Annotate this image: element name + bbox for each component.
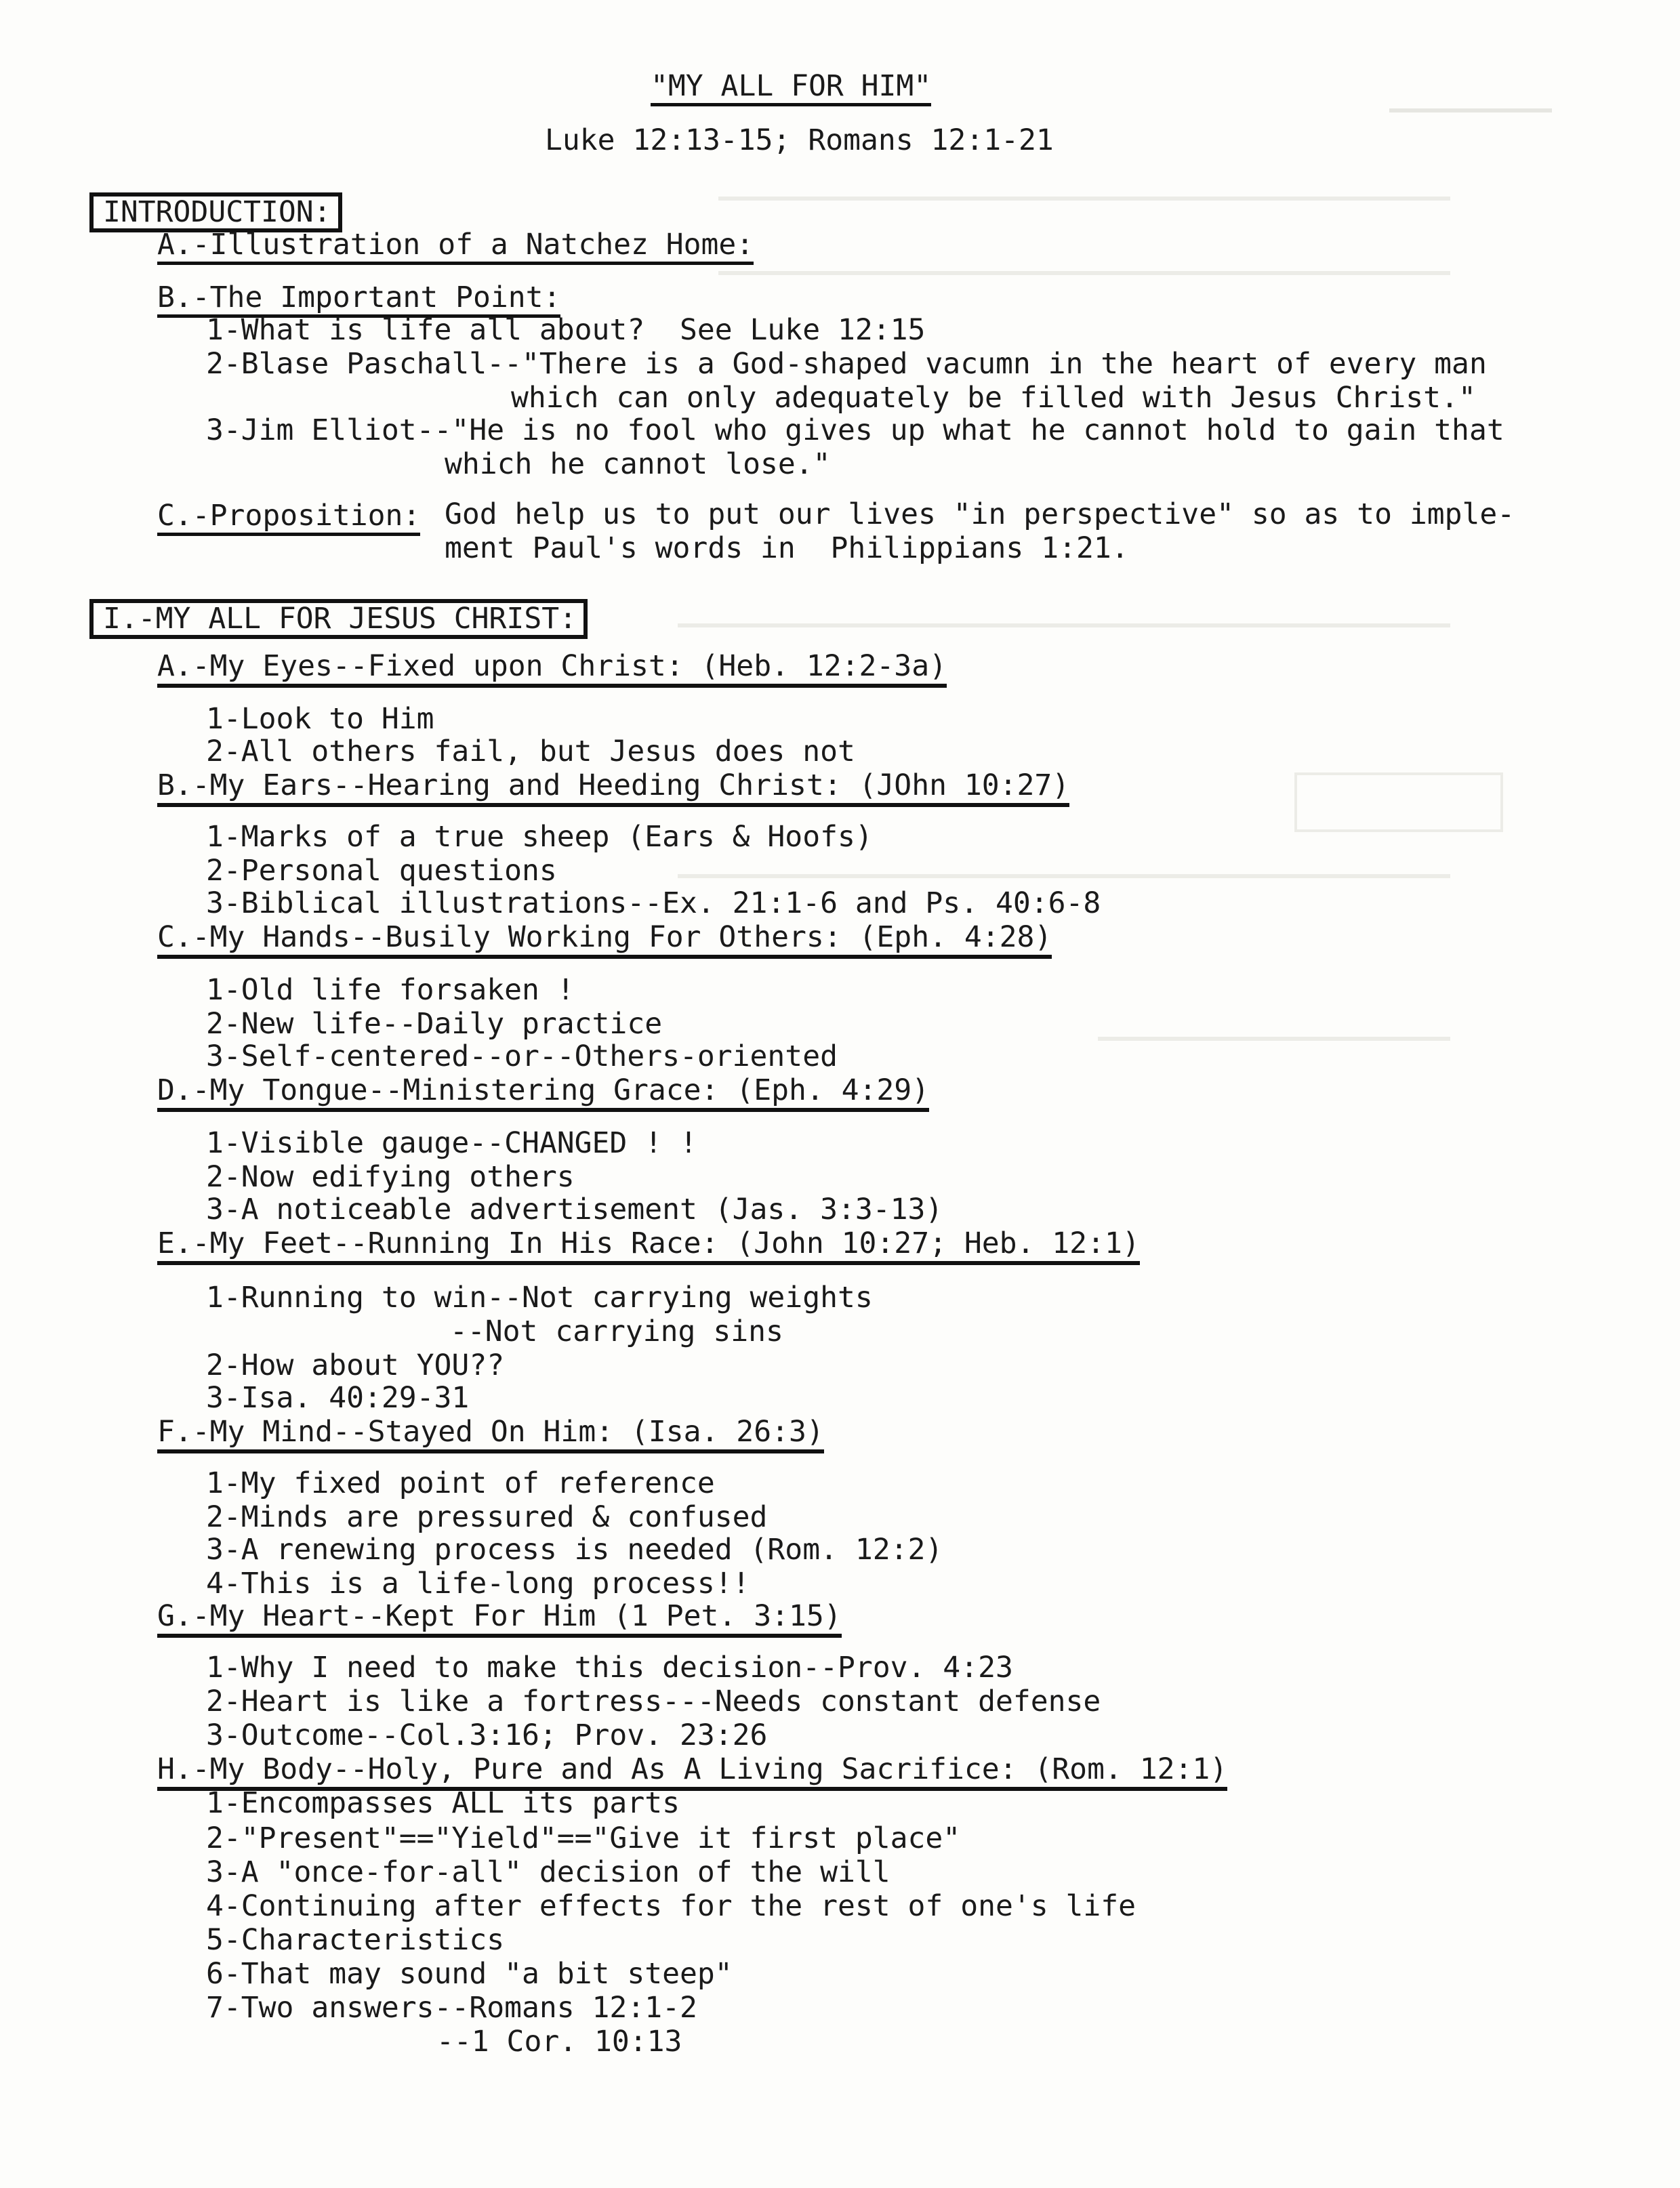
subpoint: 1-Marks of a true sheep (Ears & Hoofs) xyxy=(206,820,873,854)
subpoint: 4-This is a life-long process!! xyxy=(206,1567,750,1601)
subpoint: 7-Two answers--Romans 12:1-2 xyxy=(206,1991,697,2025)
subpoint: 6-That may sound "a bit steep" xyxy=(206,1957,733,1991)
subpoint: 3-A noticeable advertisement (Jas. 3:3-13) xyxy=(206,1193,943,1226)
subpoint: 4-Continuing after effects for the rest of one's life xyxy=(206,1889,1136,1923)
point-heading: D.-My Tongue--Ministering Grace: (Eph. 4:29) xyxy=(157,1076,929,1112)
subpoint: 1-Old life forsaken ! xyxy=(206,973,575,1007)
intro-subpoint-continued: which he cannot lose." xyxy=(445,447,831,481)
bleed-through-line xyxy=(1098,1037,1450,1041)
proposition-text: God help us to put our lives "in perspective" so as to imple- xyxy=(445,497,1515,531)
subpoint: 2-New life--Daily practice xyxy=(206,1007,663,1041)
subpoint: 2-Heart is like a fortress---Needs constant defense xyxy=(206,1685,1101,1718)
point-heading: H.-My Body--Holy, Pure and As A Living Sacrifice: (Rom. 12:1) xyxy=(157,1755,1227,1791)
scripture-reference: Luke 12:13-15; Romans 12:1-21 xyxy=(545,123,1054,157)
subpoint: 3-Isa. 40:29-31 xyxy=(206,1381,470,1415)
subpoint: 1-My fixed point of reference xyxy=(206,1466,715,1500)
point-heading: E.-My Feet--Running In His Race: (John 10:27; Heb. 12:1) xyxy=(157,1229,1140,1265)
bleed-through-line xyxy=(678,874,1450,878)
subpoint: 5-Characteristics xyxy=(206,1923,505,1957)
subpoint: 2-Personal questions xyxy=(206,854,557,888)
page-title: "MY ALL FOR HIM" xyxy=(651,72,931,106)
subpoint: 2-Minds are pressured & confused xyxy=(206,1500,768,1534)
intro-subpoint: 3-Jim Elliot--"He is no fool who gives up what he cannot hold to gain that xyxy=(206,413,1504,447)
subpoint: 1-Running to win--Not carrying weights xyxy=(206,1281,873,1315)
point-heading: B.-My Ears--Hearing and Heeding Christ: (JOhn 10:27) xyxy=(157,771,1069,807)
subpoint: 1-Why I need to make this decision--Prov. 4:23 xyxy=(206,1651,1013,1685)
point-heading: C.-My Hands--Busily Working For Others: (Eph. 4:28) xyxy=(157,923,1052,959)
point-heading: F.-My Mind--Stayed On Him: (Isa. 26:3) xyxy=(157,1418,824,1453)
subpoint: 1-Look to Him xyxy=(206,702,434,736)
intro-point-c-label: C.-Proposition: xyxy=(157,501,420,536)
intro-point-b: B.-The Important Point: xyxy=(157,283,560,318)
subpoint-continued: --1 Cor. 10:13 xyxy=(436,2025,682,2059)
subpoint: 3-A "once-for-all" decision of the will xyxy=(206,1855,890,1889)
subpoint: 1-Encompasses ALL its parts xyxy=(206,1786,680,1820)
bleed-through-line xyxy=(678,623,1450,627)
introduction-heading: INTRODUCTION: xyxy=(89,192,342,232)
proposition-text: ment Paul's words in Philippians 1:21. xyxy=(445,531,1129,565)
bleed-through-line xyxy=(718,197,1450,201)
subpoint: 1-Visible gauge--CHANGED ! ! xyxy=(206,1126,697,1160)
bleed-through-line xyxy=(718,271,1450,275)
point-heading: A.-My Eyes--Fixed upon Christ: (Heb. 12:2-3a) xyxy=(157,652,947,688)
intro-subpoint: 1-What is life all about? See Luke 12:15 xyxy=(206,313,926,347)
subpoint-continued: --Not carrying sins xyxy=(450,1315,783,1348)
bleed-through-line xyxy=(1389,108,1552,112)
intro-subpoint: 2-Blase Paschall--"There is a God-shaped vacumn in the heart of every man xyxy=(206,347,1487,381)
intro-subpoint-continued: which can only adequately be filled with Jesus Christ." xyxy=(511,381,1476,415)
subpoint: 3-Biblical illustrations--Ex. 21:1-6 and Ps. 40:6-8 xyxy=(206,886,1101,920)
subpoint: 2-How about YOU?? xyxy=(206,1348,505,1382)
section-heading: I.-MY ALL FOR JESUS CHRIST: xyxy=(89,599,588,639)
point-heading: G.-My Heart--Kept For Him (1 Pet. 3:15) xyxy=(157,1602,842,1638)
subpoint: 3-A renewing process is needed (Rom. 12:2) xyxy=(206,1533,943,1567)
subpoint: 3-Self-centered--or--Others-oriented xyxy=(206,1039,838,1073)
intro-point-a: A.-Illustration of a Natchez Home: xyxy=(157,230,754,265)
subpoint: 2-All others fail, but Jesus does not xyxy=(206,735,855,768)
subpoint: 2-Now edifying others xyxy=(206,1160,575,1194)
subpoint: 2-"Present"=="Yield"=="Give it first place" xyxy=(206,1821,961,1855)
subpoint: 3-Outcome--Col.3:16; Prov. 23:26 xyxy=(206,1718,768,1752)
bleed-through-line xyxy=(1294,772,1503,832)
